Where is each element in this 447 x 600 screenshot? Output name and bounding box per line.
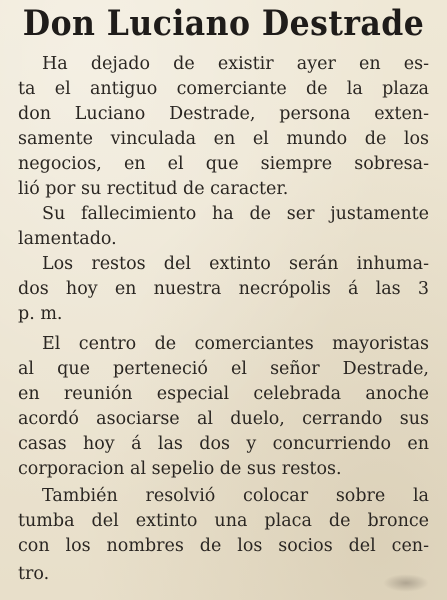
text-line: ta el antiguo comerciante de la plaza (18, 79, 429, 99)
text-line: El centro de comerciantes mayoristas (42, 334, 429, 354)
text-line: negocios, en el que siempre sobresa- (18, 154, 429, 174)
text-line: samente vinculada en el mundo de los (18, 129, 429, 149)
text-line: don Luciano Destrade, persona exten- (18, 104, 429, 124)
text-line: casas hoy á las dos y concurriendo en (18, 434, 429, 454)
text-line: en reunión especial celebrada anoche (18, 384, 429, 404)
headline: Don Luciano Destrade (22, 3, 425, 44)
text-line: con los nombres de los socios del cen- (18, 536, 429, 556)
text-line: p. m. (18, 304, 63, 324)
text-line: lamentado. (18, 229, 117, 249)
text-line: corporacion al sepelio de sus restos. (18, 459, 342, 479)
ink-smudge (383, 574, 429, 592)
text-line: También resolvió colocar sobre la (42, 486, 429, 506)
text-line: Ha dejado de existir ayer en es- (42, 54, 429, 74)
text-line: Los restos del extinto serán inhuma- (42, 254, 429, 274)
text-line: Su fallecimiento ha de ser justamente (42, 204, 429, 224)
text-line: dos hoy en nuestra necrópolis á las 3 (18, 279, 429, 299)
text-line: acordó asociarse al duelo, cerrando sus (18, 409, 429, 429)
text-line: tumba del extinto una placa de bronce (18, 511, 429, 531)
text-line: lió por su rectitud de caracter. (18, 179, 289, 199)
text-line: tro. (18, 564, 50, 584)
text-line: al que perteneció el señor Destrade, (18, 359, 429, 379)
